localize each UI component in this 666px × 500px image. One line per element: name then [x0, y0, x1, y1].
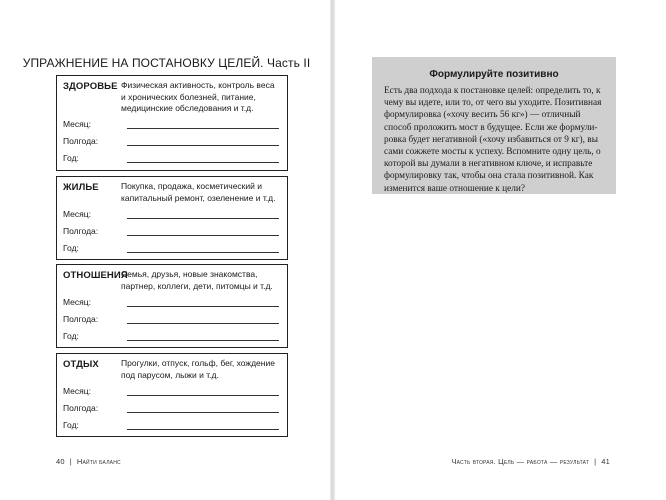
row-label: Год: — [63, 331, 79, 341]
section-heading: ОТДЫХ — [63, 359, 99, 370]
goal-row-halfyear — [63, 136, 279, 148]
write-line[interactable] — [127, 235, 279, 236]
section-description: Физическая активность, контроль веса и хронических болезней, питание, медицинские обследования и т.д. — [121, 80, 275, 113]
row-label: Месяц: — [63, 119, 91, 129]
write-line[interactable] — [127, 395, 279, 396]
write-line[interactable] — [127, 252, 279, 253]
left-footer — [56, 457, 121, 466]
row-label: Полгода: — [63, 314, 99, 324]
section-heading: ЖИЛЬЕ — [63, 182, 99, 193]
tip-box — [372, 57, 616, 194]
row-label: Год: — [63, 153, 79, 163]
section-box-housing — [56, 176, 288, 260]
goal-row-halfyear — [63, 403, 279, 415]
goal-row-halfyear — [63, 226, 279, 238]
row-label: Полгода: — [63, 403, 99, 413]
exercise-title: УПРАЖНЕНИЕ НА ПОСТАНОВКУ ЦЕЛЕЙ. Часть II — [22, 56, 311, 70]
footer-separator: | — [69, 457, 72, 466]
write-line[interactable] — [127, 412, 279, 413]
goal-row-year — [63, 331, 279, 343]
running-title: Часть вторая. Цель — работа — результат — [451, 457, 590, 466]
section-heading: ЗДОРОВЬЕ — [63, 81, 118, 92]
write-line[interactable] — [127, 323, 279, 324]
goal-row-month — [63, 209, 279, 221]
section-description: Покупка, продажа, косметический и капитальный ремонт, озеленение и т.д. — [121, 181, 276, 203]
section-description: Семья, друзья, новые знакомства, партнер, коллеги, дети, питомцы и т.д. — [121, 269, 273, 291]
row-label: Месяц: — [63, 297, 91, 307]
footer-separator: | — [594, 457, 597, 466]
row-label: Год: — [63, 243, 79, 253]
goal-row-month — [63, 297, 279, 309]
write-line[interactable] — [127, 306, 279, 307]
row-label: Полгода: — [63, 136, 99, 146]
row-label: Год: — [63, 420, 79, 430]
page-number: 40 — [56, 457, 65, 466]
goal-row-year — [63, 420, 279, 432]
section-box-relationships — [56, 264, 288, 348]
section-box-health — [56, 75, 288, 171]
row-label: Месяц: — [63, 386, 91, 396]
section-heading: ОТНОШЕНИЯ — [63, 270, 128, 281]
section-box-leisure — [56, 353, 288, 437]
write-line[interactable] — [127, 145, 279, 146]
tip-text: Есть два подхода к постановке целей: определить то, к чему вы идете, или то, от чего вы уходите. Позитивная формулировка («хочу весить 56 кг») — отличный способ проложить мост в будущее. Если же формулировка будет негативной («хочу избавиться от 9 кг), вы сами сожжете мосты к успеху. Вспомните одну цель, о которой вы думали в негативном ключе, и исправьте формулировку так, чтобы она стала позитивной. Как изменится ваше отношение к цели? — [384, 86, 602, 194]
goal-row-year — [63, 243, 279, 255]
write-line[interactable] — [127, 429, 279, 430]
row-label: Месяц: — [63, 209, 91, 219]
page-number: 41 — [601, 457, 610, 466]
write-line[interactable] — [127, 218, 279, 219]
write-line[interactable] — [127, 340, 279, 341]
section-description: Прогулки, отпуск, гольф, бег, хождение под парусом, лыжи и т.д. — [121, 358, 275, 380]
goal-row-year — [63, 153, 279, 165]
running-title: Найти баланс — [76, 457, 121, 466]
goal-row-halfyear — [63, 314, 279, 326]
book-gutter — [330, 0, 335, 500]
write-line[interactable] — [127, 162, 279, 163]
write-line[interactable] — [127, 128, 279, 129]
tip-title: Формулируйте позитивно — [429, 69, 559, 80]
right-footer — [451, 457, 610, 466]
goal-row-month — [63, 119, 279, 131]
goal-row-month — [63, 386, 279, 398]
row-label: Полгода: — [63, 226, 99, 236]
